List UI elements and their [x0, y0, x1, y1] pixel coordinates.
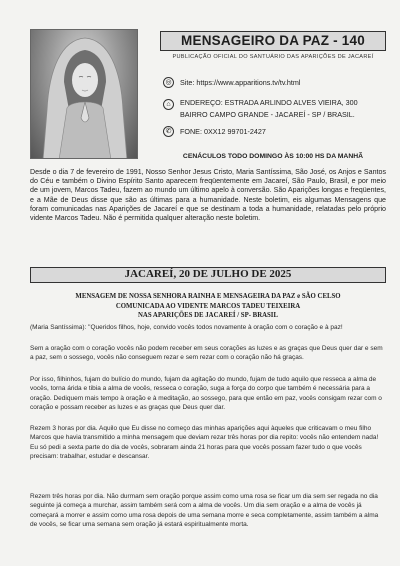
message-heading [30, 292, 386, 321]
cenaculos-schedule: CENÁCULOS TODO DOMINGO ÀS 10:00 HS DA MANHÃ [182, 153, 364, 160]
message-heading-line-1: MENSAGEM DE NOSSA SENHORA RAINHA E MENSAGEIRA DA PAZ e SÃO CELSO [75, 293, 341, 300]
address-line-1: ENDEREÇO: ESTRADA ARLINDO ALVES VIEIRA, 300 [180, 98, 358, 107]
message-paragraph-1: (Maria Santíssima): "Queridos filhos, hoje, convido vocês todos novamente à oração com o coração e à paz! [30, 324, 343, 331]
message-paragraph-5: Rezem três horas por dia. Não durmam sem oração porque assim como uma rosa se ficar um dia sem ser regada no dia seguinte já começa a murchar, assim também será com a alma de vocês. Um dia sem oração e a alma de vocês já começará a morrer e assim como uma rosa depois de uma semana morre e seca completamente, assim também a alma de vocês, se ficar uma semana sem oração já estará espiritualmente morta. [30, 493, 379, 528]
message-heading-line-2: COMUNICADA AO VIDENTE MARCOS TADEU TEIXEIRA [115, 302, 301, 310]
message-paragraph-2: Sem a oração com o coração vocês não podem receber em seus corações as luzes e as graças que Deus quer dar e sem a paz, sem o sossego, vocês não conseguem rezar e sem rezar com o coração não há graças. [30, 345, 383, 362]
our-lady-photo [30, 29, 138, 159]
message-paragraph-3: Por isso, filhinhos, fujam do bulício do mundo, fujam da agitação do mundo, fujam de tudo aquilo que resseca a alma de vocês, torna árida e tibia a alma de vocês, resseca o coração, suga a força do corpo que também é necessária para a oração. Dediquem mais tempo à oração e à meditação, ao sossego, para que então em paz, vocês consigam rezar com o coração e possam receber as luzes e as graças que Deus quer dar. [30, 376, 382, 411]
globe-icon: ◎ [163, 77, 174, 88]
phone-number: FONE: 0XX12 99701-2427 [180, 127, 266, 136]
location-icon: ⌂ [163, 99, 174, 110]
message-paragraph-4: Rezem 3 horas por dia. Aquilo que Eu disse no começo das minhas aparições aqui àqueles que criticavam o meu filho Marcos que havia transmitido a minha mensagem que deviam rezar três horas por dia repito: vocês não entendem nada! Eu só pedi a sexta parte do dia de vocês, sobraram ainda 21 horas para que vocês possam fazer tudo o que vocês precisam: trabalhar, estudar e descansar. [30, 425, 379, 460]
intro-text: Desde o dia 7 de fevereiro de 1991, Nosso Senhor Jesus Cristo, Maria Santíssima, São José, os Anjos e Santos do Céu e também o Divino Espírito Santo aparecem freqüentemente em Jacareí, São Paulo, Brasil, e por meio de um jovem, Marcos Tadeu, fazem ao mundo um último apelo à conversão. São Aparições longas e freqüentes, e a Mãe de Deus disse que são as últimas para a humanidade. Neste boletim, eis algumas Mensagens que foram comunicadas nas Aparições de Jacareí e que se destinam a toda a humanidade, relatadas pelo próprio vidente Marcos Tadeu. Não é permitida qualquer alteração neste boletim. [30, 168, 386, 223]
bulletin-title: MENSAGEIRO DA PAZ - 140 [160, 31, 386, 51]
site-link[interactable]: Site: https://www.apparitions.tv/tv.html [180, 78, 301, 87]
message-date: JACAREÍ, 20 DE JULHO DE 2025 [30, 267, 386, 283]
bulletin-subtitle: PUBLICAÇÃO OFICIAL DO SANTUÁRIO DAS APARIÇÕES DE JACAREÍ [172, 54, 374, 60]
message-heading-line-3: NAS APARIÇÕES DE JACAREÍ / SP- BRASIL [138, 312, 278, 319]
address-line-2: BAIRRO CAMPO GRANDE - JACAREÍ - SP / BRASIL. [180, 110, 355, 119]
phone-icon: ✆ [163, 126, 174, 137]
